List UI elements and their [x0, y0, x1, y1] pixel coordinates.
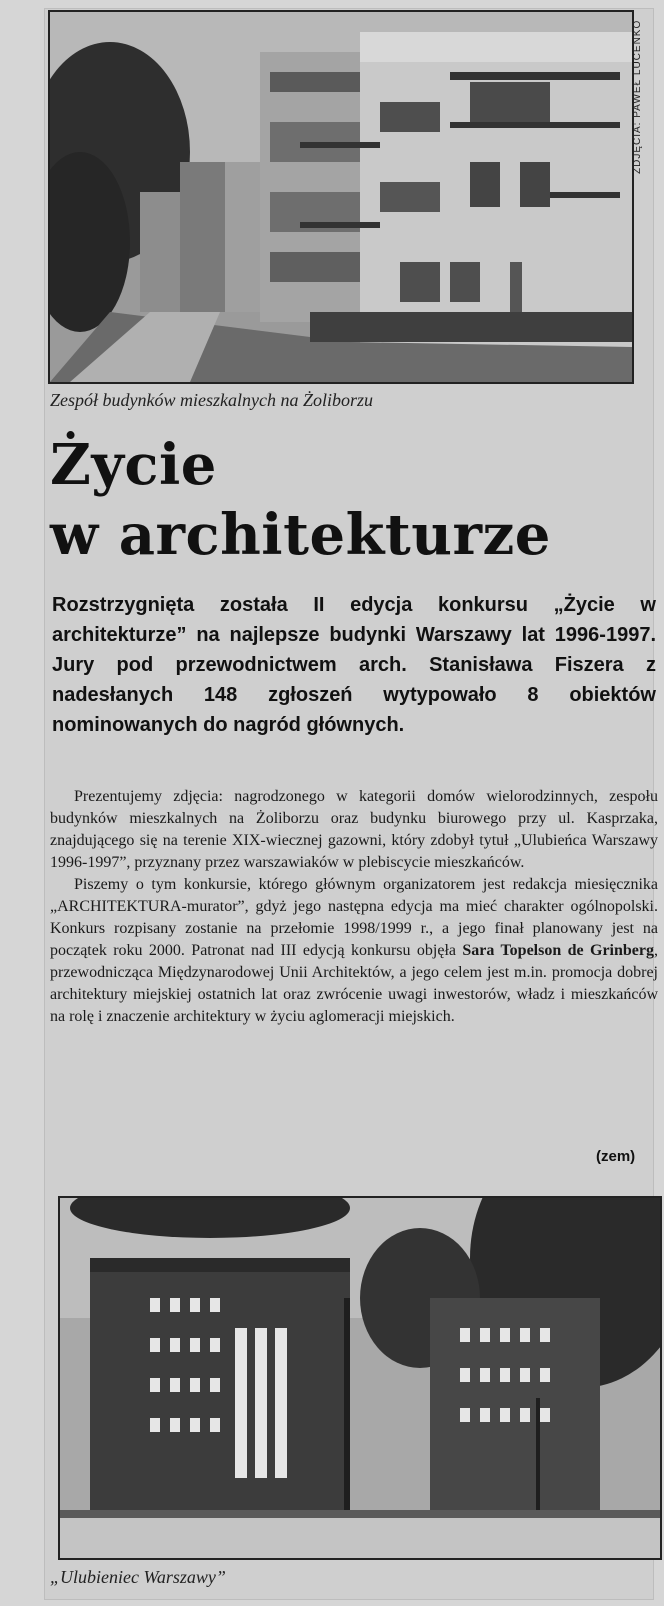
body-paragraph-2-part-1: Piszemy o tym konkursie, którego głównym organizatorem jest redakcja miesięcznika „ARCHITEKTURA-murator”, gdyż jego następna edycja ma mieć charakter ogólnopolski. Konkurs rozpisany zostanie na przełomie 1998/1999 r., a jego finał planowany jest na początek roku 2000. Patronat nad III edycją konkursu objęła: [50, 876, 658, 959]
body-paragraph-1: Prezentujemy zdjęcia: nagrodzonego w kategorii domów wielorodzinnych, zespołu budynków mieszkalnych na Żoliborzu oraz budynku biurowego przy ul. Kasprzaka, znajdującego się na terenie XIX-wiecznej gazowni, który zdobył tytuł „Ulubieńca Warszawy 1996-1997”, przyznany przez warszawiaków w plebiscycie mieszkańców.: [50, 788, 658, 871]
body-paragraph-2: [50, 874, 658, 1028]
person-name: Sara Topelson de Grinberg: [462, 942, 655, 959]
headline: [50, 430, 650, 570]
lead-paragraph: Rozstrzygnięta została II edycja konkursu „Życie w architekturze” na najlepsze budynki Warszawy lat 1996-1997. Jury pod przewodnictwem arch. Stanisława Fiszera z nadesłanych 148 zgłoszeń wytypowało 8 obiektów nominowanych do nagród głównych.: [52, 594, 656, 736]
residential-buildings-illustration: [50, 12, 632, 382]
top-photo-caption: Zespół budynków mieszkalnych na Żoliborzu: [50, 390, 373, 410]
office-building-illustration: [60, 1198, 660, 1558]
residential-buildings-photo: [48, 10, 634, 384]
photo-credit: ZDJĘCIA: PAWEŁ LUCENKO: [632, 19, 643, 174]
bottom-photo-caption: „Ulubieniec Warszawy”: [50, 1567, 226, 1587]
article-body: [50, 786, 658, 1028]
headline-line-2: w architekturze: [50, 502, 551, 568]
headline-line-1: Życie: [50, 432, 217, 498]
body-paragraph-2-part-2: , przewodnicząca Międzynarodowej Unii Architektów, a jego celem jest m.in. promocja dobrej architektury miejskiej ostatnich lat oraz zwrócenie uwagi inwestorów, władz i mieszkańców na rolę i znaczenie architektury w życiu aglomeracji miejskich.: [50, 942, 659, 1025]
office-building-photo: [58, 1196, 662, 1560]
author-signature: (zem): [596, 1148, 636, 1165]
